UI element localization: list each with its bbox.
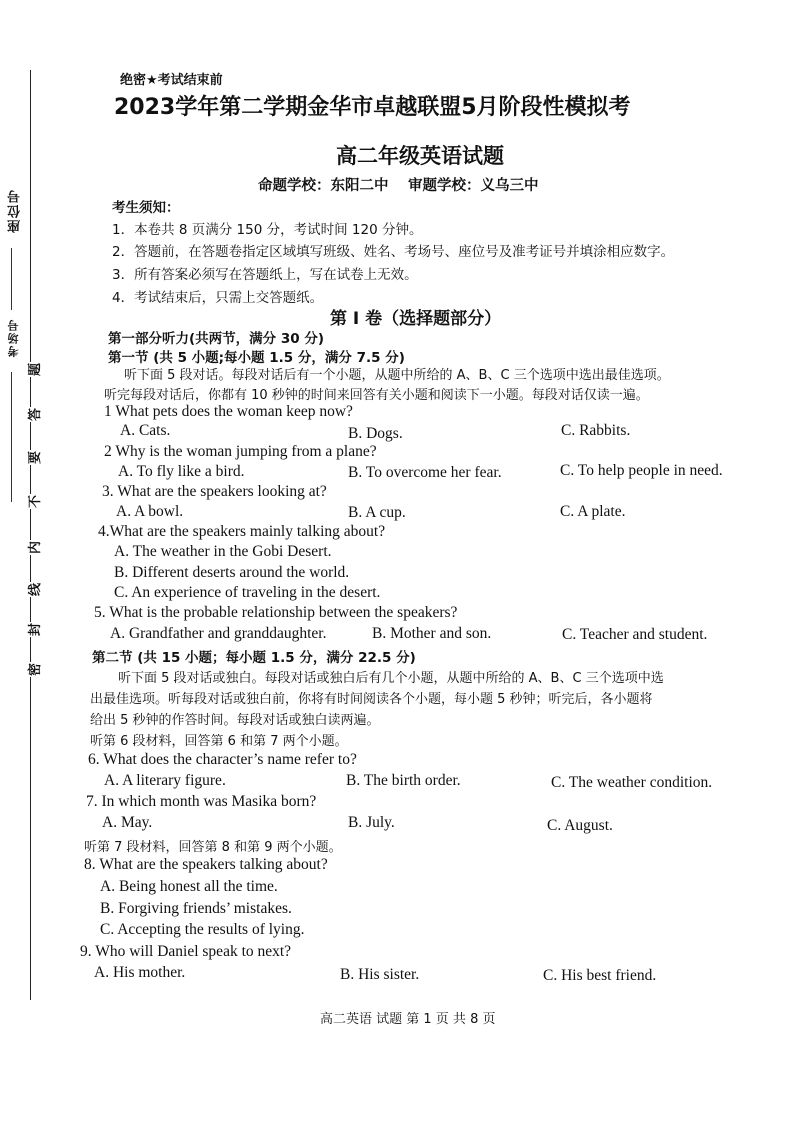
option: C. A plate. xyxy=(560,503,626,520)
section1-instruction: 听下面 5 段对话。每段对话后有一个小题，从题中所给的 A、B、C 三个选项中选出最佳选项。 xyxy=(124,368,670,383)
seal-char: 内 xyxy=(24,540,43,555)
option: C. Accepting the results of lying. xyxy=(100,921,305,938)
option: A. Being honest all the time. xyxy=(100,878,278,895)
material-note: 听第 7 段材料，回答第 8 和第 9 两个小题。 xyxy=(84,840,342,855)
exam-subtitle: 高二年级英语试题 xyxy=(336,144,504,168)
section1-heading: 第一节 (共 5 小题;每小题 1.5 分，满分 7.5 分) xyxy=(108,350,405,366)
volume-title: 第 I 卷（选择题部分） xyxy=(330,309,502,329)
option: C. Teacher and student. xyxy=(562,626,708,643)
option: A. Cats. xyxy=(120,422,171,439)
option: C. To help people in need. xyxy=(560,462,723,479)
option: C. The weather condition. xyxy=(551,774,713,791)
seal-char: 密 xyxy=(24,662,43,677)
option: A. His mother. xyxy=(94,964,186,981)
section2-heading: 第二节 (共 15 小题；每小题 1.5 分，满分 22.5 分) xyxy=(92,650,416,666)
option: A. A bowl. xyxy=(116,503,184,520)
option: B. July. xyxy=(348,814,395,831)
option: B. A cup. xyxy=(348,504,406,521)
question-stem: 5. What is the probable relationship between the speakers? xyxy=(94,604,458,621)
option: B. To overcome her fear. xyxy=(348,464,502,481)
notice-item: 4．考试结束后，只需上交答题纸。 xyxy=(112,290,324,306)
material-note: 听第 6 段材料，回答第 6 和第 7 两个小题。 xyxy=(90,734,348,749)
notice-item: 2．答题前，在答题卷指定区域填写班级、姓名、考场号、座位号及准考证号并填涂相应数字。 xyxy=(112,244,675,260)
seal-char: 题 xyxy=(24,362,43,377)
part1-heading: 第一部分听力(共两节，满分 30 分) xyxy=(108,331,325,347)
seal-char: 要 xyxy=(24,450,43,465)
option: B. Different deserts around the world. xyxy=(114,564,350,581)
page-footer: 高二英语 试题 第 1 页 共 8 页 xyxy=(320,1012,496,1027)
option: A. Grandfather and granddaughter. xyxy=(110,625,327,642)
option: C. Rabbits. xyxy=(561,422,631,439)
binding-line xyxy=(30,70,31,1000)
section2-instruction: 出最佳选项。听每段对话或独白前，你将有时间阅读各个小题，每小题 5 秒钟；听完后，各小题将 xyxy=(90,692,653,707)
question-stem: 4.What are the speakers mainly talking about? xyxy=(98,523,386,540)
question-stem: 9. Who will Daniel speak to next? xyxy=(80,943,292,960)
seal-char: 答 xyxy=(24,407,43,422)
option: A. May. xyxy=(102,814,153,831)
question-stem: 1 What pets does the woman keep now? xyxy=(104,403,353,420)
seat-number-label: 座位号 xyxy=(8,188,23,233)
room-number-label: 考场号 xyxy=(7,318,20,357)
section2-instruction: 听下面 5 段对话或独白。每段对话或独白后有几个小题，从题中所给的 A、B、C 三个选项中选 xyxy=(118,671,664,686)
notice-item: 3．所有答案必须写在答题纸上，写在试卷上无效。 xyxy=(112,267,418,283)
question-stem: 8. What are the speakers talking about? xyxy=(84,856,328,873)
option: C. August. xyxy=(547,817,613,834)
question-stem: 6. What does the character’s name refer to? xyxy=(88,751,357,768)
option: B. Mother and son. xyxy=(372,625,492,642)
option: A. The weather in the Gobi Desert. xyxy=(114,543,332,560)
option: C. His best friend. xyxy=(543,967,657,984)
secret-mark: 绝密★考试结束前 xyxy=(120,73,223,88)
option: B. Forgiving friends’ mistakes. xyxy=(100,900,292,917)
seal-char: 封 xyxy=(24,622,43,637)
section1-instruction: 听完每段对话后，你都有 10 秒钟的时间来回答有关小题和阅读下一小题。每段对话仅读一遍。 xyxy=(104,388,649,403)
option: C. An experience of traveling in the desert. xyxy=(114,584,381,601)
option: B. His sister. xyxy=(340,966,420,983)
exam-title: 2023学年第二学期金华市卓越联盟5月阶段性模拟考 xyxy=(114,95,631,120)
section2-instruction: 给出 5 秒钟的作答时间。每段对话或独白读两遍。 xyxy=(90,713,380,728)
notice-heading: 考生须知： xyxy=(112,200,180,216)
option: B. Dogs. xyxy=(348,425,403,442)
option: B. The birth order. xyxy=(346,772,461,789)
seal-char: 线 xyxy=(24,582,43,597)
question-stem: 3. What are the speakers looking at? xyxy=(102,483,327,500)
question-stem: 7. In which month was Masika born? xyxy=(86,793,317,810)
school-info: 命题学校：东阳二中 审题学校：义乌三中 xyxy=(258,178,539,194)
notice-item: 1．本卷共 8 页满分 150 分，考试时间 120 分钟。 xyxy=(112,222,423,238)
option: A. To fly like a bird. xyxy=(118,463,245,480)
option: A. A literary figure. xyxy=(104,772,226,789)
question-stem: 2 Why is the woman jumping from a plane? xyxy=(104,443,377,460)
room-number-blank xyxy=(11,372,12,502)
seat-number-blank xyxy=(11,248,12,310)
seal-char: 不 xyxy=(24,494,43,509)
